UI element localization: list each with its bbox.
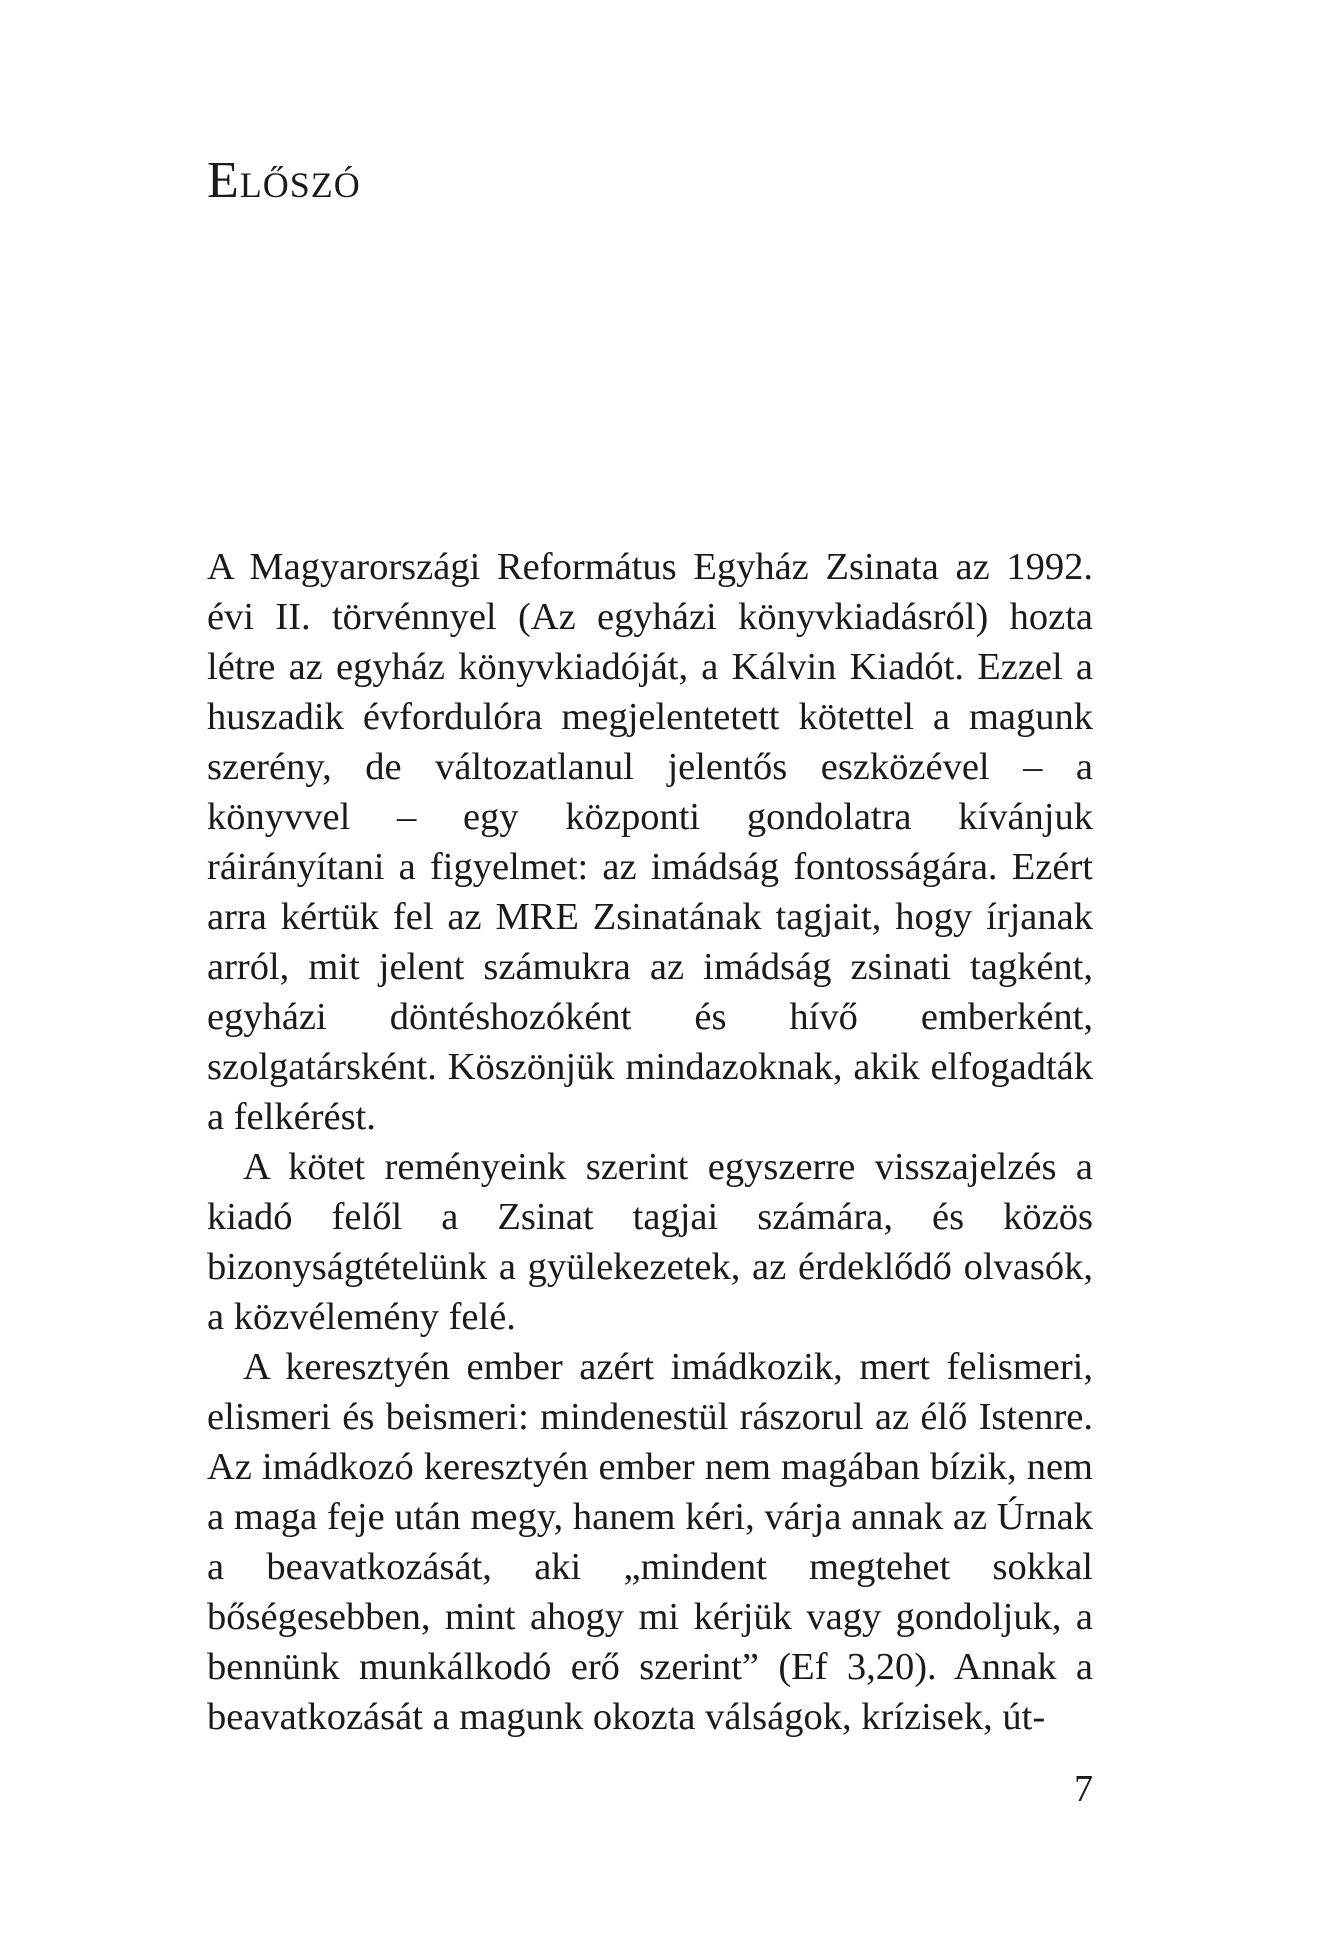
paragraph-3: A keresztyén ember azért imádkozik, mert felismeri, elismeri és beismeri: mindenestül rászorul az élő Istenre. Az imádkozó keresztyén ember nem magában bízik, nem a maga feje után megy, hanem kéri, várja annak az Úrnak a beavatkozását, aki „mindent megtehet sokkal bőségesebben, mint ahogy mi kérjük vagy gondoljuk, a bennünk munkálkodó erő szerint” (Ef 3,20). Annak a beavatkozását a magunk okozta válságok, krízisek, út- [207, 1346, 1093, 1738]
paragraph-1: A Magyarországi Református Egyház Zsinata az 1992. évi II. törvénnyel (Az egyházi könyvkiadásról) hozta létre az egyház könyvkiadóját, a Kálvin Kiadót. Ezzel a huszadik évfordulóra megjelentetett kötettel a magunk szerény, de változatlanul jelentős eszközével – a könyvvel – egy központi gondolatra kívánjuk ráirányítani a figyelmet: az imádság fontosságára. Ezért arra kértük fel az MRE Zsinatának tagjait, hogy írjanak arról, mit jelent számukra az imádság zsinati tagként, egyházi döntéshozóként és hívő emberként, szolgatársként. Köszönjük mindazoknak, akik elfogadták a felkérést. [207, 546, 1093, 1138]
body-text [207, 542, 1093, 1742]
page-number: 7 [1074, 1768, 1093, 1810]
paragraph-2: A kötet reményeink szerint egyszerre visszajelzés a kiadó felől a Zsinat tagjai számára, és közös bizonyságtételünk a gyülekezetek, az érdeklődő olvasók, a közvélemény felé. [207, 1146, 1093, 1338]
chapter-title: Előszó [207, 152, 361, 209]
